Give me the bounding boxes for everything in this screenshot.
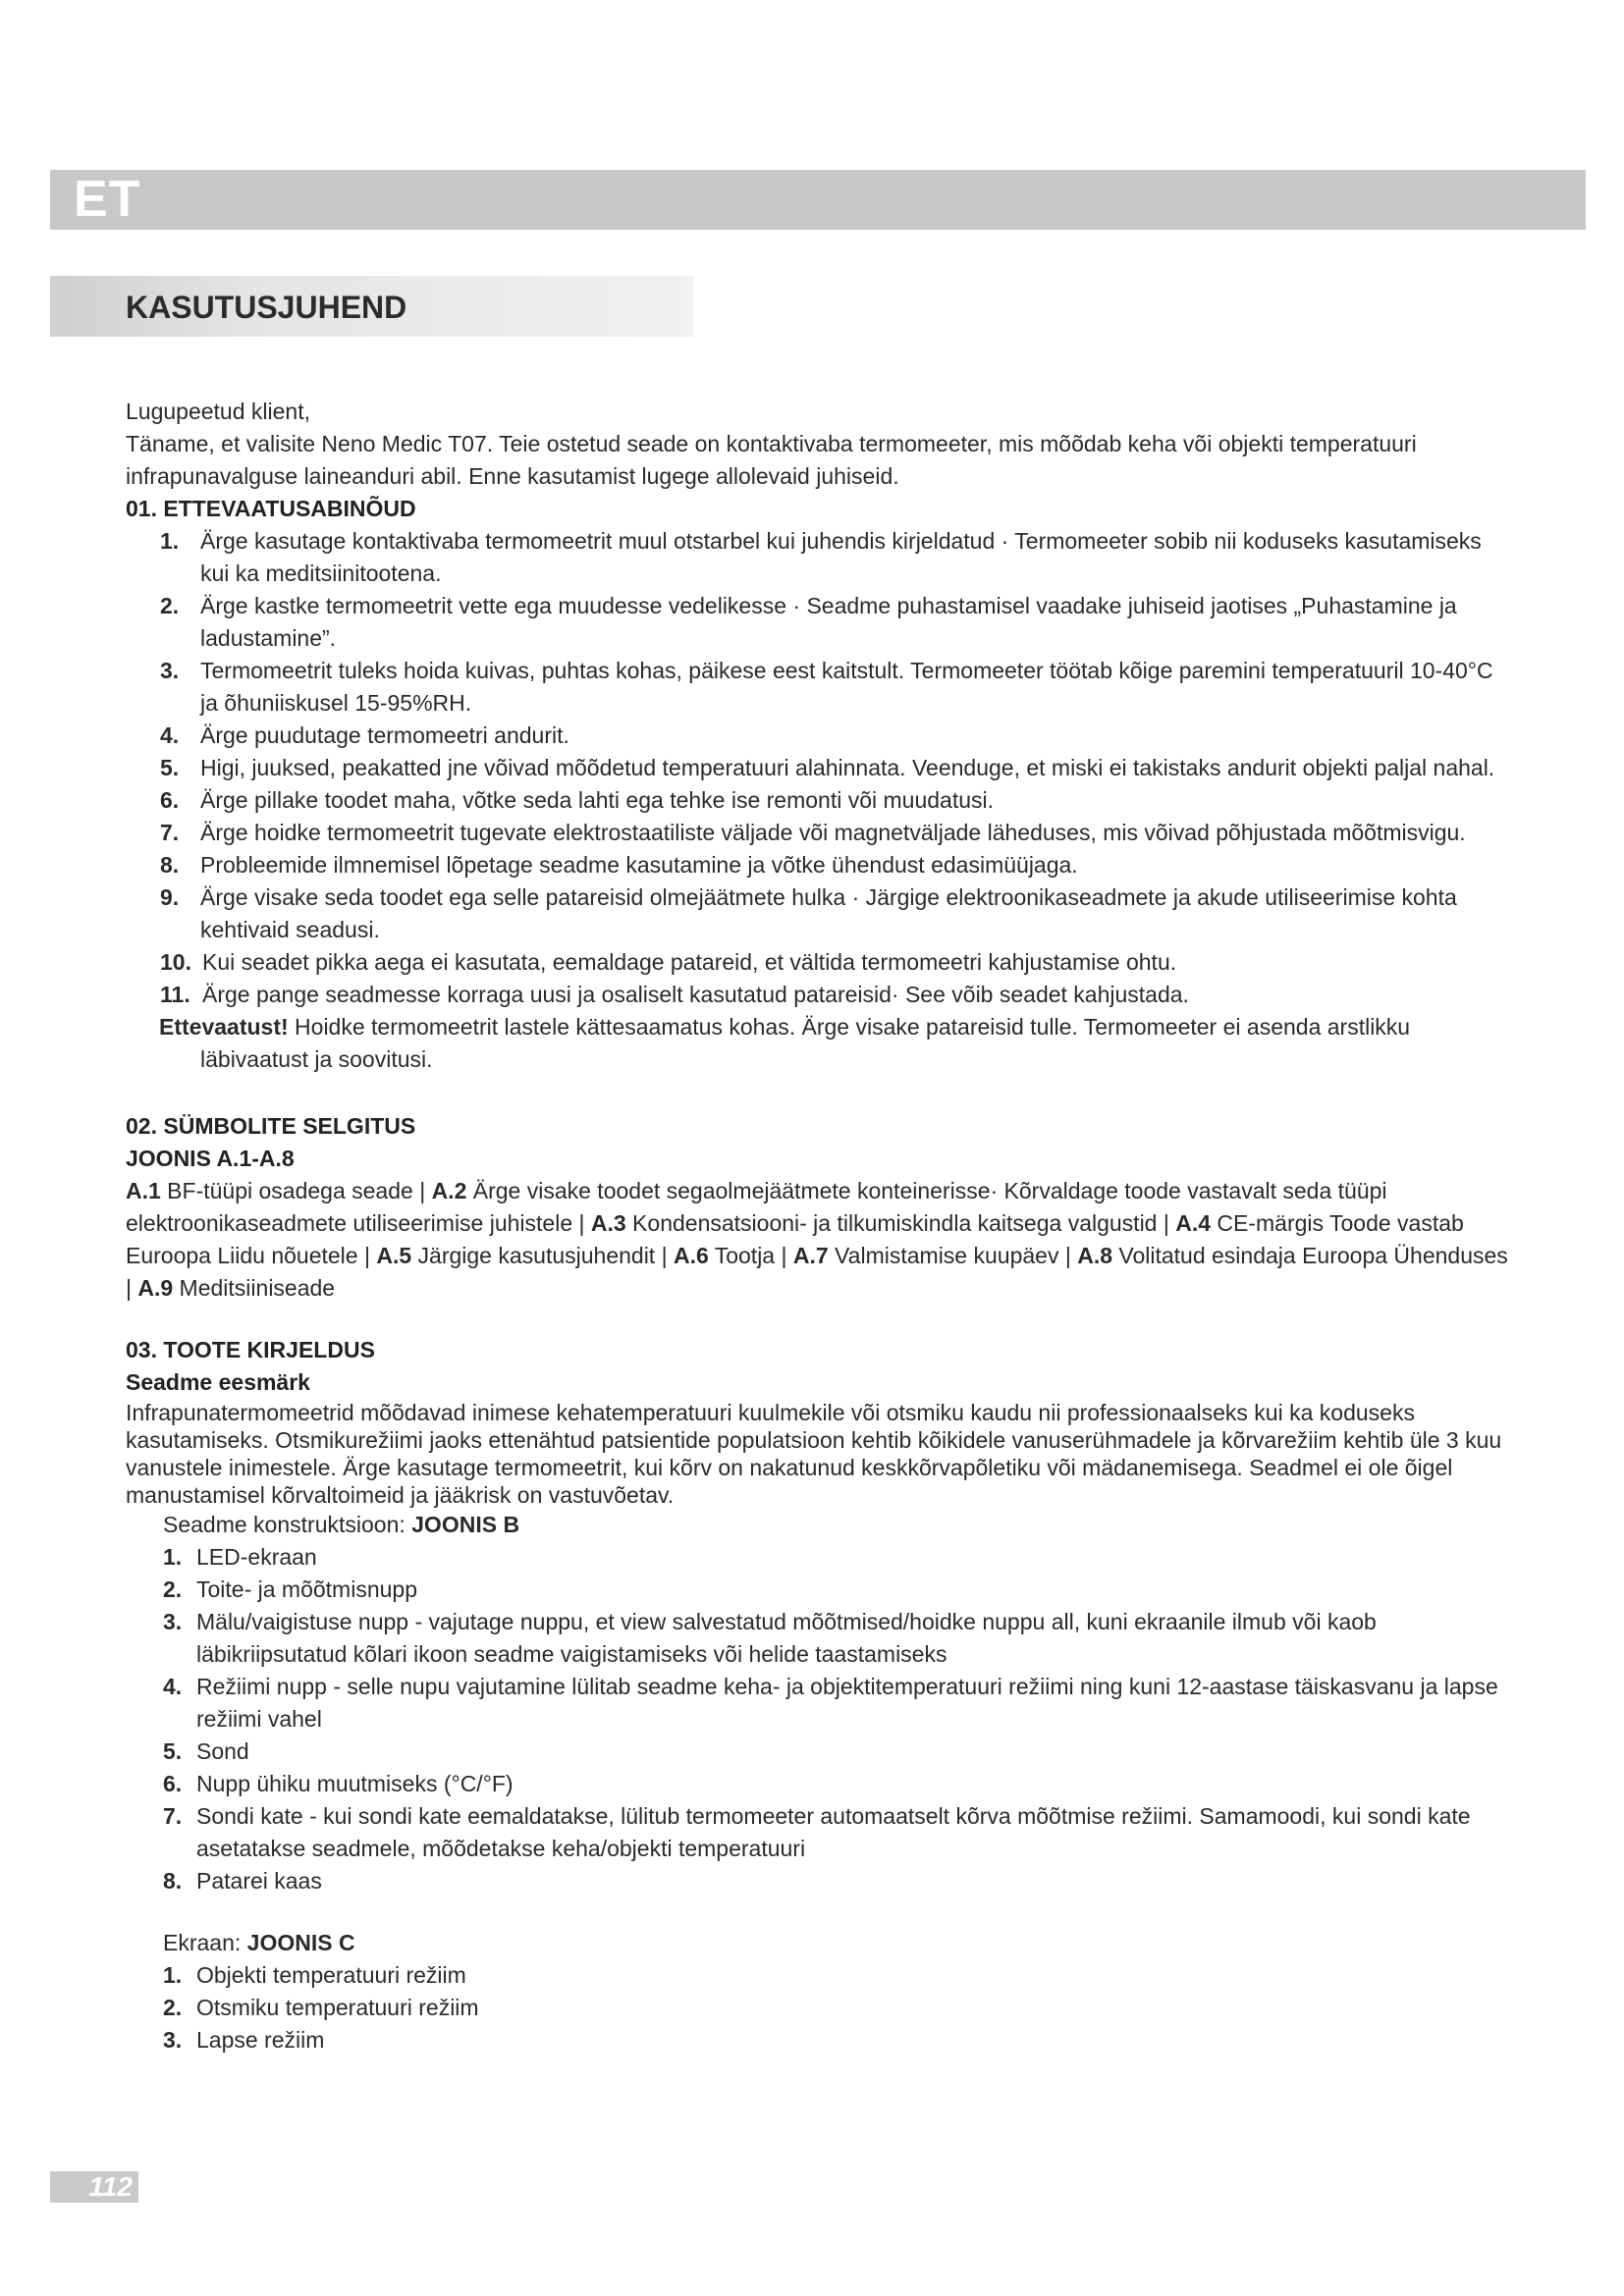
item-number: 8.	[160, 852, 180, 878]
item-number: 2.	[163, 1995, 183, 2020]
symbol-code: A.4	[1175, 1210, 1212, 1236]
section-heading-description: 03. TOOTE KIRJELDUS	[126, 1337, 375, 1362]
construction-label	[126, 1509, 1510, 1541]
list-item	[126, 752, 1510, 784]
caution-note	[126, 1011, 1510, 1076]
item-number: 1.	[160, 528, 180, 554]
screen-label	[126, 1927, 1510, 1959]
item-number: 4.	[163, 1674, 183, 1699]
symbol-code: A.5	[376, 1243, 412, 1268]
construction-figure: JOONIS B	[411, 1512, 520, 1537]
symbol-code: A.1	[126, 1178, 161, 1203]
item-number: 7.	[160, 820, 180, 845]
list-item	[126, 1959, 1510, 1992]
item-text: Ärge pange seadmesse korraga uusi ja osaliselt kasutatud patareisid· See võib seadet kahjustada.	[202, 982, 1189, 1007]
list-item	[126, 590, 1510, 655]
item-text: Režiimi nupp - selle nupu vajutamine lülitab seadme keha- ja objektitemperatuuri režiimi ning kuni 12-aastase täiskasvanu ja lapse režiimi vahel	[196, 1674, 1498, 1732]
symbols-description	[126, 1175, 1510, 1305]
symbol-text: Tootja |	[708, 1243, 793, 1268]
item-text: Sond	[196, 1738, 249, 1764]
symbol-text: BF-tüüpi osadega seade |	[160, 1178, 432, 1203]
main-content	[126, 396, 1510, 2056]
list-item	[126, 784, 1510, 817]
symbol-text: CE-märgis Toode vastab Euroopa Liidu nõuetele |	[126, 1210, 1464, 1268]
list-item	[126, 2024, 1510, 2056]
item-text: LED-ekraan	[196, 1544, 317, 1570]
item-text: Patarei kaas	[196, 1868, 322, 1894]
caution-text: Hoidke termomeetrit lastele kättesaamatus kohas. Ärge visake patareisid tulle. Termomeeter ei asenda arstlikku läbivaatust ja soovitusi.	[200, 1014, 1411, 1072]
construction-list	[126, 1541, 1510, 1897]
list-item	[126, 1574, 1510, 1606]
item-number: 5.	[163, 1738, 183, 1764]
list-item	[126, 1735, 1510, 1768]
list-item	[126, 946, 1510, 979]
screen-figure: JOONIS C	[246, 1930, 355, 1955]
language-code: ET	[74, 171, 141, 228]
item-number: 7.	[163, 1803, 183, 1829]
item-number: 1.	[163, 1962, 183, 1988]
symbol-text: Valmistamise kuupäev |	[828, 1243, 1078, 1268]
item-text: Ärge puudutage termomeetri andurit.	[200, 722, 569, 748]
item-text: Ärge kasutage kontaktivaba termomeetrit muul otstarbel kui juhendis kirjeldatud · Termomeeter sobib nii koduseks kasutamiseks kui ka meditsiinitootena.	[200, 528, 1482, 586]
symbol-code: A.9	[137, 1275, 174, 1301]
item-text: Higi, juuksed, peakatted jne võivad mõõdetud temperatuuri alahinnata. Veenduge, et miski ei takistaks andurit objekti paljal nahal.	[200, 755, 1495, 780]
list-item	[126, 525, 1510, 590]
list-item	[126, 655, 1510, 720]
item-number: 11.	[160, 982, 190, 1007]
item-text: Sondi kate - kui sondi kate eemaldatakse, lülitub termomeeter automaatselt kõrva mõõtmise režiimi. Samamoodi, kui sondi kate asetatakse seadmele, mõõdetakse keha/objekti temperatuuri	[196, 1803, 1471, 1861]
list-item	[126, 1671, 1510, 1735]
list-item	[126, 1865, 1510, 1897]
symbol-text: Meditsiiniseade	[173, 1275, 336, 1301]
item-text: Lapse režiim	[196, 2027, 325, 2053]
section-heading-symbols: 02. SÜMBOLITE SELGITUS	[126, 1113, 416, 1139]
item-text: Ärge pillake toodet maha, võtke seda lahti ega tehke ise remonti või muudatusi.	[200, 787, 995, 813]
item-number: 8.	[163, 1868, 183, 1894]
language-header-bar	[50, 170, 1586, 230]
item-number: 5.	[160, 755, 180, 780]
item-number: 2.	[160, 593, 180, 618]
list-item	[126, 720, 1510, 752]
item-text: Objekti temperatuuri režiim	[196, 1962, 466, 1988]
item-number: 2.	[163, 1576, 183, 1602]
figure-label-symbols: JOONIS A.1-A.8	[126, 1146, 295, 1171]
item-text: Ärge hoidke termomeetrit tugevate elektrostaatiliste väljade või magnetväljade läheduses, mis võivad põhjustada mõõtmisvigu.	[200, 820, 1466, 845]
item-number: 6.	[160, 787, 180, 813]
item-number: 9.	[160, 884, 180, 910]
screen-label-text: Ekraan:	[163, 1930, 247, 1955]
item-text: Otsmiku temperatuuri režiim	[196, 1995, 479, 2020]
purpose-heading: Seadme eesmärk	[126, 1369, 310, 1395]
symbol-code: A.2	[431, 1178, 467, 1203]
construction-label-text: Seadme konstruktsioon:	[163, 1512, 412, 1537]
item-text: Termomeetrit tuleks hoida kuivas, puhtas kohas, päikese eest kaitstult. Termomeeter töötab kõige paremini temperatuuril 10-40°C ja õhuniiskusel 15-95%RH.	[200, 658, 1493, 716]
list-item	[126, 817, 1510, 849]
list-item	[126, 1768, 1510, 1800]
list-item	[126, 1606, 1510, 1671]
symbol-text: Ärge visake toodet segaolmejäätmete konteinerisse· Kõrvaldage toode vastavalt seda tüüpi elektroonikaseadmete utiliseerimise juhistele |	[126, 1178, 1387, 1236]
item-number: 4.	[160, 722, 180, 748]
item-number: 1.	[163, 1544, 183, 1570]
symbol-code: A.3	[590, 1210, 626, 1236]
item-text: Mälu/vaigistuse nupp - vajutage nuppu, et view salvestatud mõõtmised/hoidke nuppu all, kuni ekraanile ilmub või kaob läbikriipsutatud kõlari ikoon seadme vaigistamiseks või helide taastamiseks	[196, 1609, 1377, 1667]
list-item	[126, 1800, 1510, 1865]
page-number: 112	[50, 2171, 138, 2203]
list-item	[126, 1992, 1510, 2024]
symbol-code: A.7	[792, 1243, 829, 1268]
item-text: Ärge kastke termomeetrit vette ega muudesse vedelikesse · Seadme puhastamisel vaadake juhiseid jaotises „Puhastamine ja ladustamine”.	[200, 593, 1457, 651]
list-item	[126, 849, 1510, 881]
purpose-text: Infrapunatermomeetrid mõõdavad inimese kehatemperatuuri kuulmekile või otsmiku kaudu nii professionaalseks kui ka koduseks kasutamiseks. Otsmikurežiimi jaoks ettenähtud patsientide populatsioon kehtib kõikidele vanuserühmadele ja kõrvarežiim kehtib üle 3 kuu vanustele inimestele. Ärge kasutage termomeetrit, kui kõrv on nakatunud keskkõrvapõletiku või mädanemisega. Seadmel ei ole õigel manustamisel kõrvaltoimeid ja jääkrisk on vastuvõetav.	[126, 1400, 1502, 1508]
item-text: Nupp ühiku muutmiseks (°C/°F)	[196, 1771, 514, 1796]
symbol-text: Järgige kasutusjuhendit |	[411, 1243, 674, 1268]
item-number: 3.	[163, 1609, 183, 1634]
screen-list	[126, 1959, 1510, 2056]
section-heading-precautions: 01. ETTEVAATUSABINÕUD	[126, 496, 416, 521]
item-text: Ärge visake seda toodet ega selle patareisid olmejäätmete hulka · Järgige elektroonikaseadmete ja akude utiliseerimise kohta kehtivaid seadusi.	[200, 884, 1457, 942]
list-item	[126, 1541, 1510, 1574]
precautions-list	[126, 525, 1510, 1011]
intro-text: Täname, et valisite Neno Medic T07. Teie ostetud seade on kontaktivaba termomeeter, mis mõõdab keha või objekti temperatuuri infrapunavalguse laineanduri abil. Enne kasutamist lugege allolevaid juhiseid.	[126, 431, 1417, 489]
symbol-text: Volitatud esindaja Euroopa Ühenduses |	[126, 1243, 1508, 1301]
document-title: KASUTUSJUHEND	[126, 290, 407, 325]
caution-label: Ettevaatust!	[159, 1014, 289, 1040]
item-text: Probleemide ilmnemisel lõpetage seadme kasutamine ja võtke ühendust edasimüüjaga.	[200, 852, 1078, 878]
item-text: Kui seadet pikka aega ei kasutata, eemaldage patareid, et vältida termomeetri kahjustamise ohtu.	[202, 949, 1177, 975]
symbol-text: Kondensatsiooni- ja tilkumiskindla kaitsega valgustid |	[625, 1210, 1176, 1236]
symbol-code: A.8	[1077, 1243, 1112, 1268]
item-number: 3.	[163, 2027, 183, 2053]
item-number: 10.	[160, 949, 191, 975]
item-number: 3.	[160, 658, 180, 683]
item-number: 6.	[163, 1771, 183, 1796]
item-text: Toite- ja mõõtmisnupp	[196, 1576, 417, 1602]
intro-greeting: Lugupeetud klient,	[126, 399, 310, 424]
list-item	[126, 881, 1510, 946]
symbol-code: A.6	[673, 1243, 709, 1268]
list-item	[126, 979, 1510, 1011]
